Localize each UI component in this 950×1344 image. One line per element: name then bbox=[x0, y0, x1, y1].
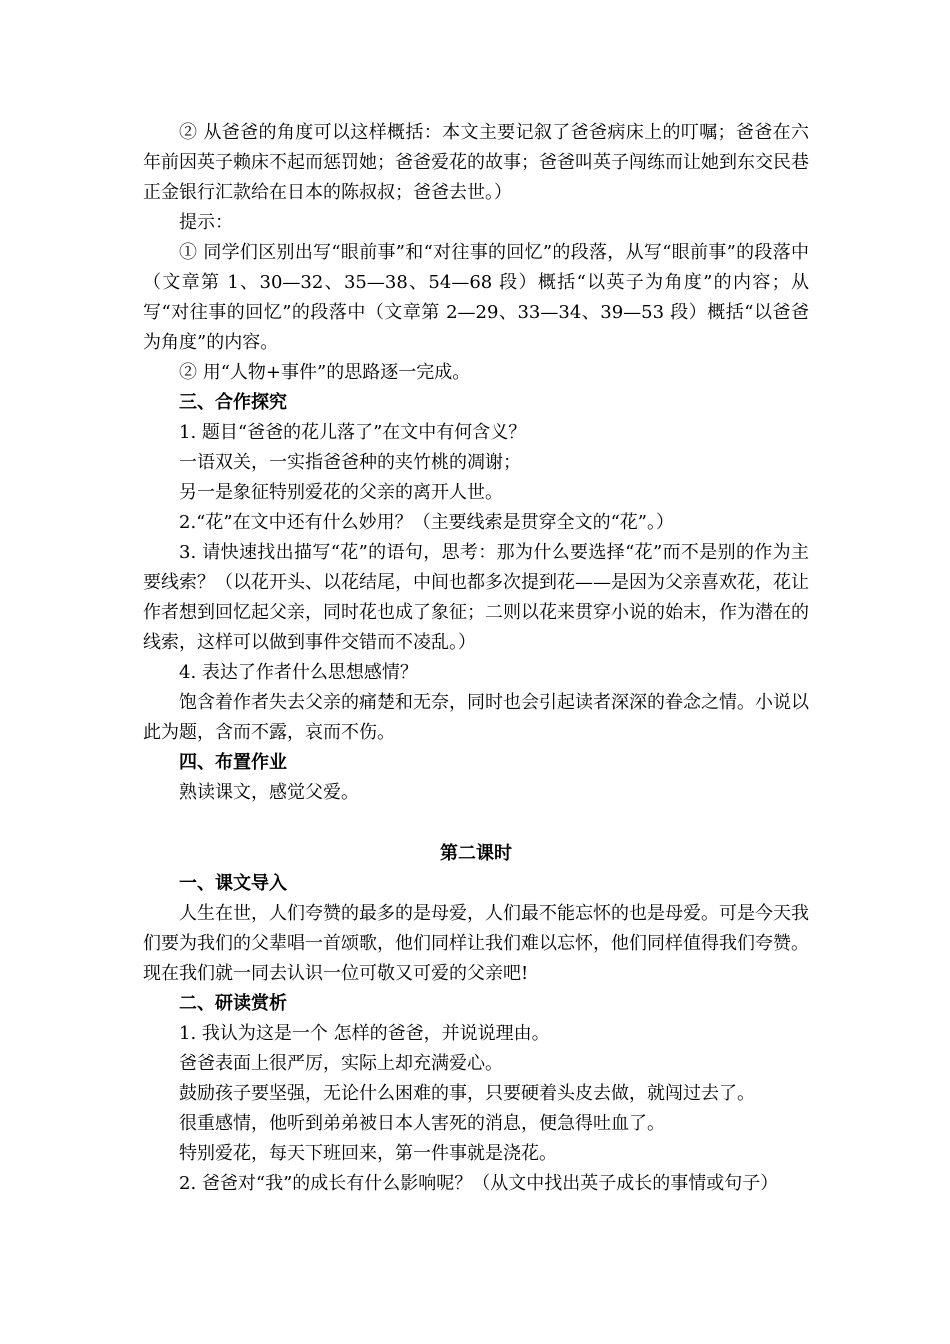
paragraph-father-perspective: ② 从爸爸的角度可以这样概括：本文主要记叙了爸爸病床上的叮嘱；爸爸在六年前因英子赖床不起而惩罚她；爸爸爱花的故事；爸爸叫英子闯练而让她到东交民巷正金银行汇款给在日本的陈叔叔；爸爸去世。） bbox=[143, 122, 809, 203]
answer-4: 饱含着作者失去父亲的痛楚和无奈，同时也会引起读者深深的眷念之情。小说以此为题，含而不露，哀而不伤。 bbox=[143, 692, 809, 743]
question-3: 3. 请快速找出描写“花”的语句，思考：那为什么要选择“花”而不是别的作为主要线索？（以花开头、以花结尾，中间也都多次提到花——是因为父亲喜欢花，花让作者想到回忆起父亲，同时花也成了象征；二则以花来贯穿小说的始末，作为潜在的线索，这样可以做到事件交错而不凌乱。） bbox=[143, 542, 809, 653]
hint-label: 提示： bbox=[179, 212, 233, 233]
lesson-2-question-1: 1. 我认为这是一个 怎样的爸爸，并说说理由。 bbox=[179, 1023, 550, 1044]
section-spacer bbox=[143, 808, 809, 839]
question-2: 2.“花”在文中还有什么妙用？（主要线索是贯穿全文的“花”。） bbox=[179, 512, 674, 533]
lesson-2-answer-4: 特别爱花，每天下班回来，第一件事就是浇花。 bbox=[179, 1143, 557, 1164]
section-heading-cooperative-inquiry: 三、合作探究 bbox=[179, 392, 287, 413]
homework-text: 熟读课文，感觉父爱。 bbox=[179, 782, 359, 803]
lesson-2-answer-2: 鼓励孩子要坚强，无论什么困难的事，只要硬着头皮去做，就闯过去了。 bbox=[179, 1083, 755, 1104]
hint-item-2: ② 用“人物+事件”的思路逐一完成。 bbox=[179, 362, 471, 383]
section-heading-close-reading: 二、研读赏析 bbox=[179, 993, 287, 1014]
section-heading-introduction: 一、课文导入 bbox=[179, 873, 287, 894]
hint-item-1: ① 同学们区别出写“眼前事”和“对往事的回忆”的段落，从写“眼前事”的段落中（文章第 1、30—32、35—38、54—68 段）概括“以英子为角度”的内容；从写“对往事的回忆”的段落中（文章第 2—29、33—34、39—53 段）概括“以爸爸为角度”的内容。 bbox=[143, 242, 809, 353]
question-1: 1. 题目“爸爸的花儿落了”在文中有何含义？ bbox=[179, 422, 527, 443]
document-page bbox=[143, 118, 809, 1199]
lesson-2-answer-1: 爸爸表面上很严厉，实际上却充满爱心。 bbox=[179, 1053, 503, 1074]
lesson-2-answer-3: 很重感情，他听到弟弟被日本人害死的消息，便急得吐血了。 bbox=[179, 1113, 665, 1134]
question-4: 4. 表达了作者什么思想感情？ bbox=[179, 662, 418, 683]
answer-1-line-1: 一语双关，一实指爸爸种的夹竹桃的凋谢； bbox=[179, 452, 521, 473]
lesson-2-question-2: 2. 爸爸对“我”的成长有什么影响呢？（从文中找出英子成长的事情或句子） bbox=[179, 1173, 779, 1194]
introduction-text: 人生在世，人们夸赞的最多的是母爱，人们最不能忘怀的也是母爱。可是今天我们要为我们的父辈唱一首颂歌，他们同样让我们难以忘怀，他们同样值得我们夸赞。现在我们就一同去认识一位可敬又可爱的父亲吧! bbox=[143, 903, 809, 984]
section-heading-homework: 四、布置作业 bbox=[179, 752, 287, 773]
answer-1-line-2: 另一是象征特别爱花的父亲的离开人世。 bbox=[179, 482, 503, 503]
lesson-2-title: 第二课时 bbox=[440, 843, 512, 864]
